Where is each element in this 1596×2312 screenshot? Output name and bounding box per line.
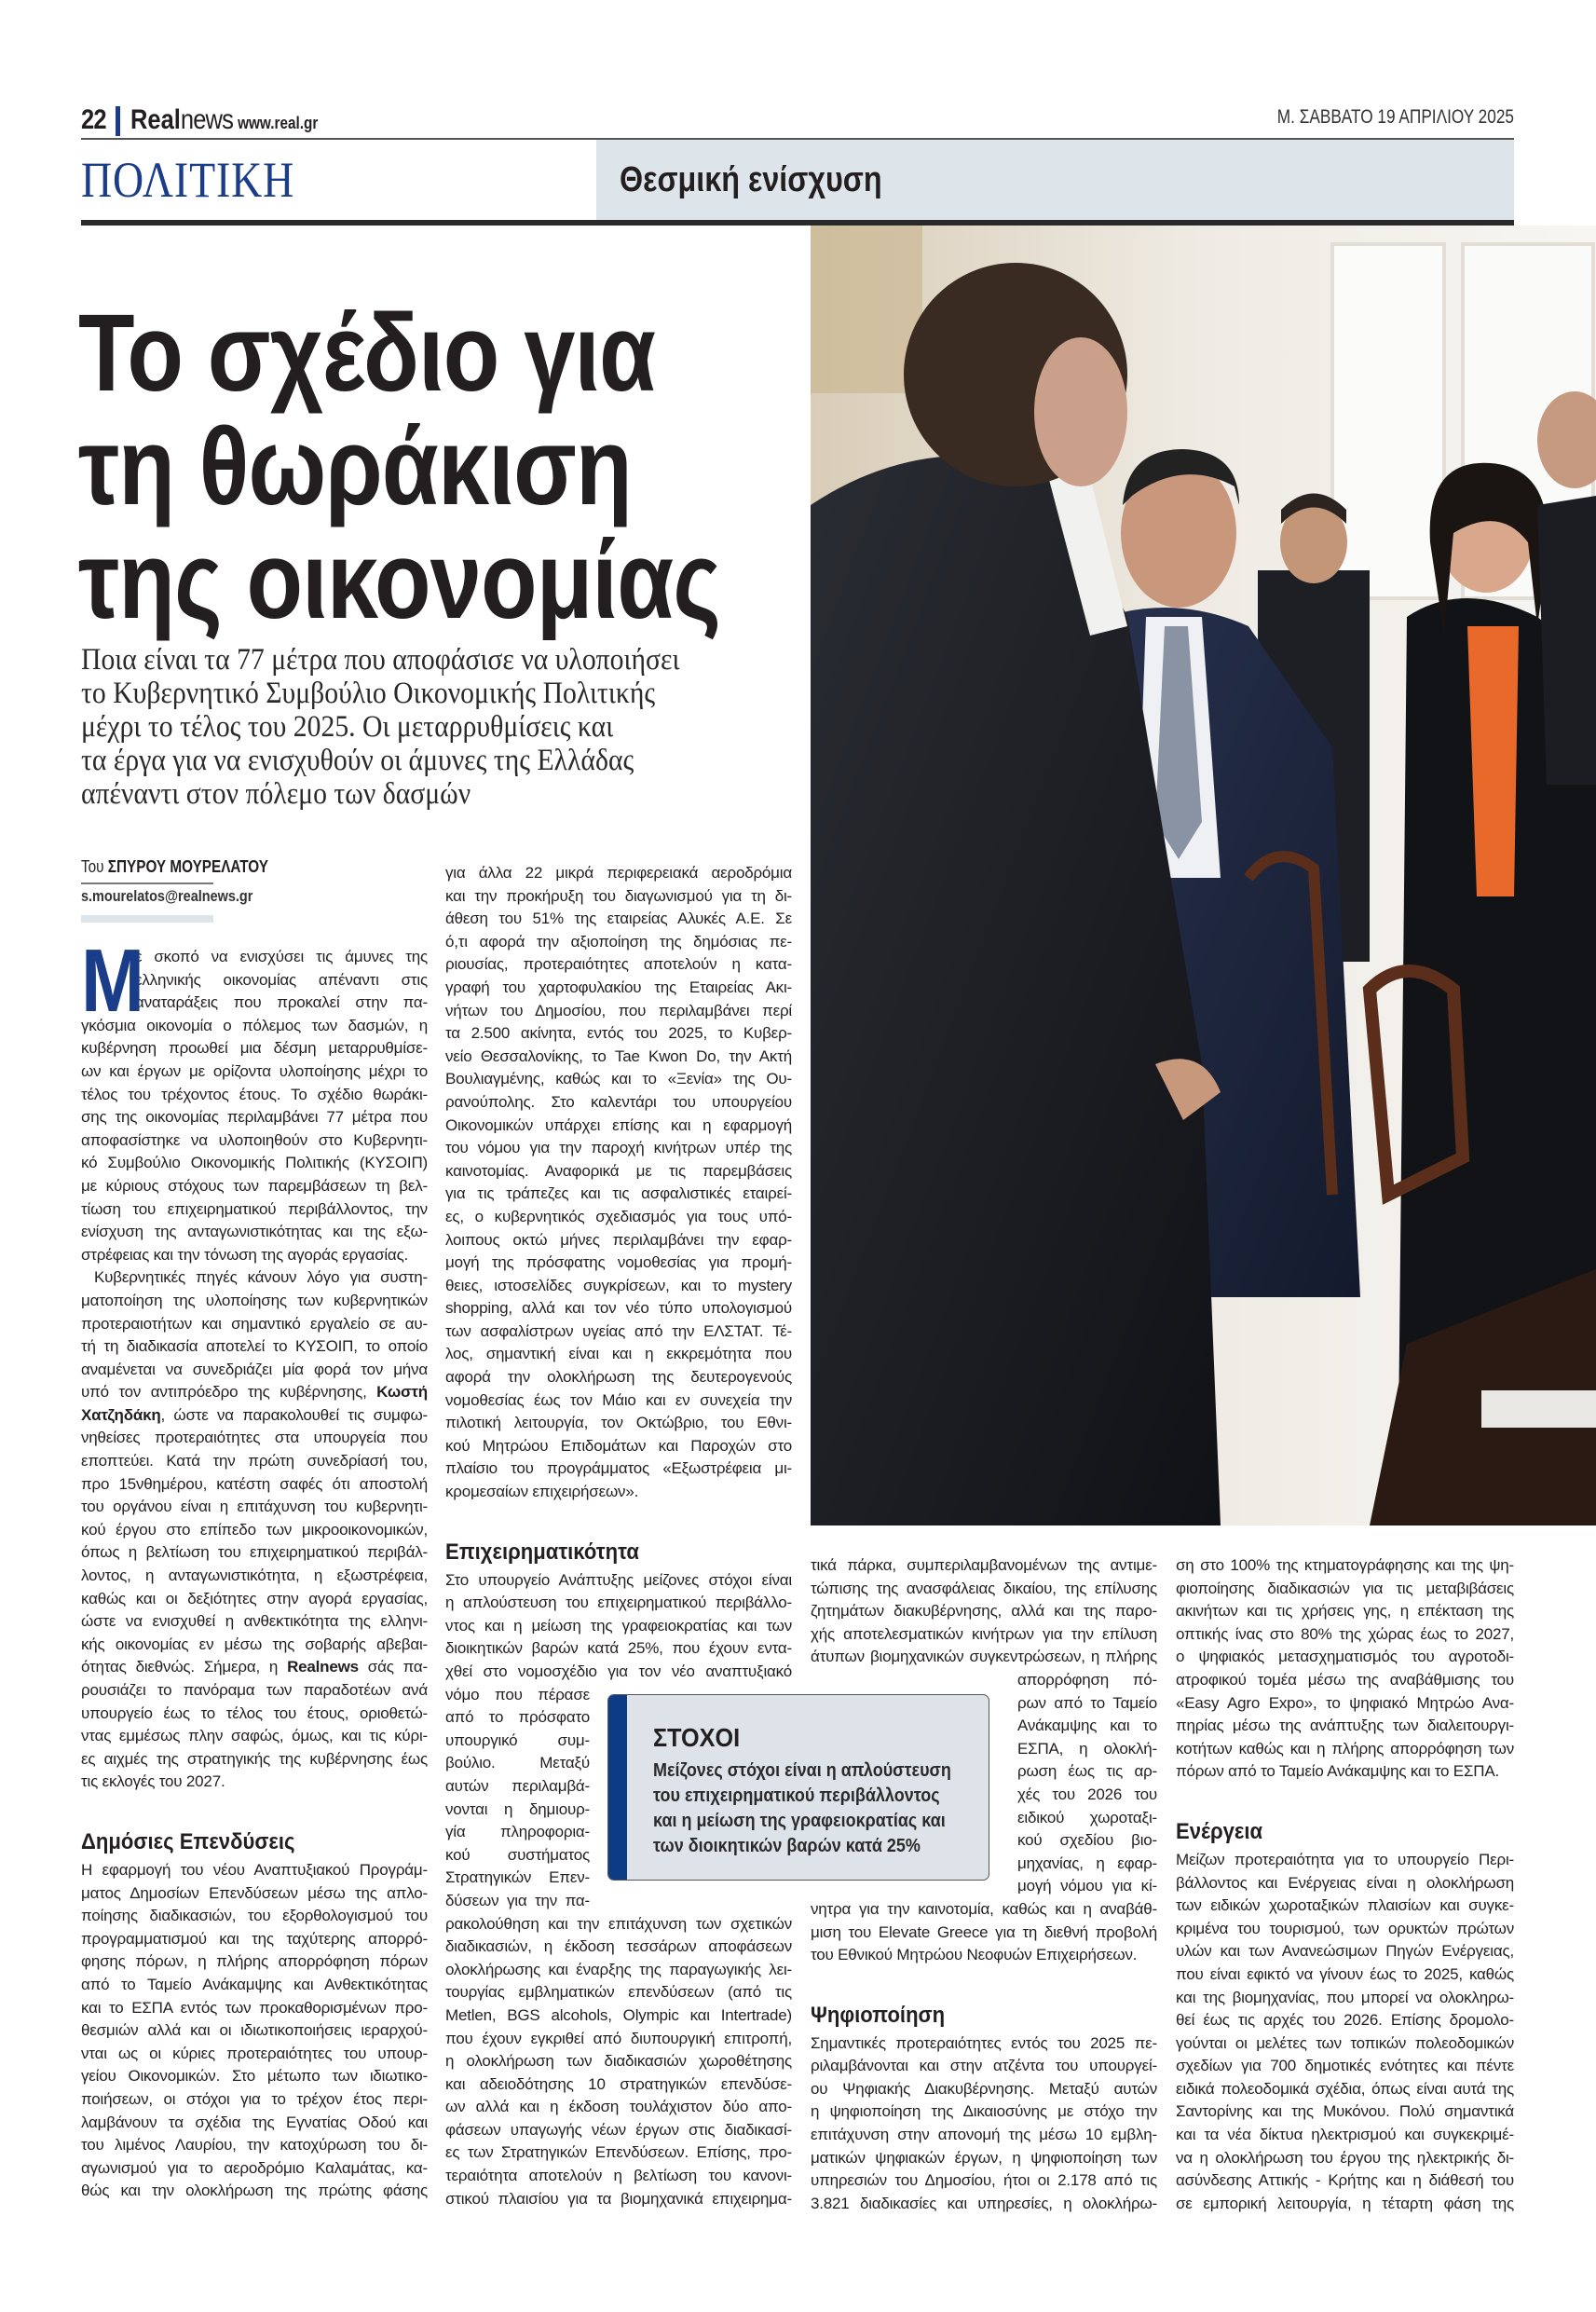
- text-line: θεσμιών αλλά και οι ιδιωτικοποιήσεις ιεραρχού-: [81, 2021, 428, 2040]
- text-line: Κυβερνητικές πηγές κάνουν λόγο για συστη-: [94, 1268, 428, 1287]
- text-line: πηρίας μέσω της ανάπτυξης των διαλειτουργι-: [1176, 1717, 1514, 1735]
- text-line: θειες, ιστοσελίδες συγκρίσεων, και το mystery: [445, 1276, 792, 1294]
- text-line: γκόσμια οικονομία ο πόλεμος των δασμών, η: [81, 1016, 428, 1034]
- text-line: κής οικονομίας εν μέσω της σοβαρής αβεβαι-: [81, 1635, 428, 1653]
- text-line: από το Ταμείο Ανάκαμψης και Ανθεκτικότητας: [81, 1975, 428, 1993]
- text-line: ες των Στρατηγικών Επενδύσεων. Επίσης, προ-: [445, 2143, 792, 2162]
- text-line: υπηρεσιών του Δημοσίου, ήτοι οι 2.178 από τις: [811, 2171, 1157, 2190]
- text-line: του λιμένος Λαυρίου, την κατοχύρωση του δι-: [81, 2136, 428, 2155]
- callout-line: και η μείωση της γραφειοκρατίας και: [653, 1811, 946, 1831]
- text-line: μογή νόμου για κί-: [1017, 1877, 1157, 1895]
- text-line: νείο Θεσσαλονίκης, το Tae Kwon Do, την Ακτή: [445, 1047, 792, 1065]
- text-line: αναμένεται να συνεδριάζει μία φορά τον μήνα: [81, 1360, 428, 1378]
- text-line: [81, 1381, 428, 1404]
- text-line: ασύνδεσης Αττικής - Κρήτης και η διάθεσή του: [1176, 2171, 1514, 2190]
- text-line: γείου Οικονομικών. Στο μέτωπο των ιδιωτικο-: [81, 2067, 428, 2086]
- paragraph: [81, 931, 428, 1266]
- subheading: Δημόσιες Επενδύσεις: [81, 1828, 295, 1854]
- text-line: ματικών ψηφιακών έργων, η ψηφιοποίηση των: [811, 2148, 1157, 2167]
- text-line: τεραιότητα αποτελούν η βελτίωση του κανονι-: [445, 2167, 792, 2185]
- text-line: καινοτομίας. Αναφορικά με τις παρεμβάσεις: [445, 1161, 792, 1180]
- text-line: και της βιομηχανίας, που μπορεί να ολοκληρω-: [1176, 1988, 1514, 2006]
- text-line: θεί έως τις αρχές του 2026. Επίσης δρομολο-: [1176, 2011, 1514, 2030]
- text-line: νηθείσες προτεραιότητες στα υπουργεία που: [81, 1429, 428, 1447]
- article-photo: [811, 226, 1596, 1525]
- text-line: που είναι εφικτό να γίνουν έως το 2025, καθώς: [1176, 1964, 1514, 1983]
- headline-line: τη θωράκιση: [78, 405, 632, 528]
- text-line: σης της οικονομίας περιλαμβάνει 77 μέτρα που: [81, 1108, 428, 1127]
- goals-callout-box: [607, 1694, 989, 1881]
- text-line: νήτων του Δημοσίου, που περιλαμβάνει περί: [445, 1001, 792, 1019]
- text-line: υπουργικό συμ-: [445, 1731, 590, 1749]
- text-line: ντος και η μείωση της γραφειοκρατίας και των: [445, 1616, 792, 1635]
- drop-cap: Μ: [81, 931, 144, 1031]
- text-line: μηχανίας, η εφαρ-: [1017, 1854, 1157, 1872]
- text-line: ποίησης διαδικασιών, του εξορθολογισμού του: [81, 1907, 428, 1925]
- byline-rule: [81, 882, 213, 884]
- text-line: κρομεσαίων επιχειρήσεων».: [445, 1483, 639, 1501]
- text-line: και τα νέα δίκτυα ηλεκτρισμού και συγκεκριμέ-: [1176, 2126, 1514, 2144]
- callout-accent-bar: [608, 1695, 627, 1880]
- text-line: ριλαμβάνονται και στην ατζέντα του υπουργεί-: [811, 2057, 1157, 2075]
- text-line: ακινήτων και τις χρήσεις γης, η επέκταση της: [1176, 1602, 1514, 1621]
- text-line: [81, 1404, 428, 1428]
- text-line: ελληνικής οικονομίας απέναντι στις: [135, 970, 428, 989]
- text-line: ων και έργων με ορίζοντα υλοποίησης μέχρι το: [81, 1061, 428, 1080]
- headline-line: της οικονομίας: [78, 519, 721, 642]
- text-line: νται ως οι κύριες προτεραιότητες του υπουρ-: [81, 2044, 428, 2062]
- text-line: ες, ο κυβερνητικός σχεδιασμός για τους υπό-: [445, 1207, 792, 1225]
- text-line: με κύριους στόχους των παρεμβάσεων τη βελ-: [81, 1176, 428, 1195]
- text-line: κού σχεδίου βιο-: [1017, 1831, 1157, 1850]
- text-line: ρακολούθηση και την επιτάχυνση των σχετικών: [445, 1914, 792, 1933]
- byline-prefix: Του: [81, 857, 104, 876]
- text-line: λοντος, η ανταγωνιστικότητα, η εξωστρέφεια,: [81, 1566, 428, 1585]
- text-line: Σημαντικές προτεραιότητες εντός του 2025 πε-: [811, 2033, 1157, 2052]
- text-line: και την προκήρυξη του διαγωνισμού για τη δι-: [445, 886, 792, 905]
- text-line: η απλούστευση του επιχειρηματικού περιβάλλο-: [445, 1594, 792, 1612]
- text-line: λαμβάνουν τα σχέδια της Εγνατίας Οδού και: [81, 2113, 428, 2131]
- text-line: από το πρόσφατο: [445, 1708, 590, 1727]
- text-line: των ασφαλίστρων υγείας από την ΕΛΣΤΑΤ. Τέ-: [445, 1321, 792, 1340]
- text-line: ρανούπολης. Στο καλεντάρι του υπουργείου: [445, 1092, 792, 1111]
- text-line: ειδικά πολεοδομικά σχέδια, όπως είναι αυτά της: [1176, 2079, 1514, 2098]
- text-line: ρωση έως τις αρ-: [1017, 1762, 1157, 1781]
- text-line: Οικονομικών υπάρχει επίσης και η εφαρμογή: [445, 1115, 792, 1134]
- text-line: ο ψηφιακός μετασχηματισμός του αγροτοδι-: [1176, 1648, 1514, 1666]
- text-line: του Εθνικού Μητρώου Νεοφυών Επιχειρήσεων.: [811, 1946, 1138, 1964]
- text-line: ώστε να ενισχυθεί η ανθεκτικότητα της ελληνι-: [81, 1612, 428, 1631]
- bold-name: Realnews: [287, 1658, 359, 1676]
- text-line: για άλλα 22 μικρά περιφερειακά αεροδρόμια: [445, 864, 792, 882]
- paragraph: [811, 2032, 1157, 2216]
- text-line: ειδικού χωροταξι-: [1017, 1808, 1157, 1826]
- subheading: Ψηφιοποίηση: [811, 2002, 946, 2028]
- text-line: ζητημάτων διακυβέρνησης, αλλά και της παρο-: [811, 1602, 1157, 1621]
- header-divider: [116, 106, 120, 136]
- text-line: μογή της πρόσφατης νομοθεσίας για προμή-: [445, 1253, 792, 1272]
- article-column-4: [1176, 1554, 1514, 2215]
- text-line: στρέφειας και την τόνωση της αγοράς εργασίας.: [81, 1245, 409, 1264]
- text-line: καθώς και οι δεξιότητες στην αγορά εργασίας,: [81, 1589, 428, 1607]
- text-line: βούλιο. Μεταξύ: [445, 1754, 590, 1772]
- text-line: κού Μητρώου Επιδομάτων και Παροχών στο: [445, 1436, 792, 1455]
- text-line: δύσεων για την πα-: [445, 1891, 590, 1909]
- subheadline: [81, 643, 769, 811]
- text-line: τα 2.500 ακίνητα, εντός του 2025, το Κυβερ-: [445, 1024, 792, 1043]
- text-segment: σάς πα-: [358, 1658, 428, 1676]
- brand-url: www.real.gr: [238, 114, 319, 132]
- text-line: γία πληροφορια-: [445, 1823, 590, 1841]
- text-line: θώς και την ολοκλήρωση της πρώτης φάσης: [81, 2182, 428, 2200]
- text-line: κό Συμβούλιο Οικονομικής Πολιτικής (ΚΥΣΟΙΠ): [81, 1154, 428, 1172]
- text-line: Σαντορίνης και της Μυκόνου. Πολύ σημαντικά: [1176, 2102, 1514, 2121]
- brand-logo: [130, 104, 318, 136]
- text-line: ου Ψηφιακής Διακυβέρνησης. Μεταξύ αυτών: [811, 2079, 1157, 2098]
- text-line: άτυπων βιομηχανικών συγκεντρώσεων, η πλήρης: [811, 1648, 1157, 1666]
- text-line: και αδειοδότησης 10 στρατηγικών επενδύσε-: [445, 2074, 792, 2093]
- text-line: μιση του Elevate Greece για τη διεθνή προβολή: [811, 1922, 1157, 1941]
- text-line: ες αιχμές της στρατηγικής της κυβέρνησης έως: [81, 1749, 428, 1768]
- text-segment: ότητας διεθνώς. Σήμερα, η: [81, 1658, 288, 1676]
- text-line: η ολοκλήρωση των διαδικασιών χωροθέτησης: [445, 2052, 792, 2071]
- byline-bar: [81, 915, 213, 923]
- text-line: χθεί στο νομοσχέδιο για τον νέο αναπτυξιακό: [445, 1662, 792, 1680]
- subheading: Ενέργεια: [1176, 1818, 1263, 1844]
- text-line: ων αλλά και η έκδοση τουλάχιστον δύο απο-: [445, 2098, 792, 2116]
- text-line: shopping, αλλά και τον νέο τύπο υπολογισμού: [445, 1299, 792, 1318]
- text-line: ρουσιάζει το πανόραμα των παραδοτέων ανά: [81, 1681, 428, 1699]
- paragraph: [1176, 1554, 1514, 1784]
- text-line: φησης πόρων, η πλήρης απορρόφηση πόρων: [81, 1952, 428, 1971]
- byline: [81, 857, 268, 877]
- paragraph: [445, 862, 792, 1504]
- text-line: τις εκλογές του 2027.: [81, 1772, 225, 1791]
- text-line: λος, σημαντική είναι και η εκκρεμότητα που: [445, 1345, 792, 1363]
- callout-line: των διοικητικών βαρών κατά 25%: [653, 1836, 921, 1856]
- text-line: επιτάχυνση στην απονομή της μέσω 10 εμβλη-: [811, 2126, 1157, 2144]
- section-title: ΠΟΛΙΤΙΚΗ: [81, 152, 295, 208]
- text-line: αναταράξεις που προκαλεί στην πα-: [135, 993, 428, 1012]
- text-line: χές του 2026 του: [1017, 1785, 1157, 1803]
- text-line: ριουσίας, προτεραιότητες αποτελούν η κατα-: [445, 955, 792, 974]
- meeting-photo-illustration: [811, 226, 1596, 1525]
- text-line: σε εμπορική λειτουργία, η τέταρτη φάση της: [1176, 2194, 1514, 2212]
- text-line: αυτών περιλαμβά-: [445, 1776, 590, 1795]
- paragraph: [445, 1569, 792, 2211]
- byline-author: ΣΠΥΡΟΥ ΜΟΥΡΕΛΑΤΟΥ: [107, 857, 268, 876]
- subheading: Επιχειρηματικότητα: [445, 1539, 639, 1565]
- text-line: τουργίας εμβληματικών επενδύσεων (από τις: [445, 1983, 792, 2002]
- brand-bold: Real: [130, 104, 181, 135]
- text-line: για τις τράπεζες και τις ασφαλιστικές εταιρεί-: [445, 1184, 792, 1203]
- kicker: Θεσμική ενίσχυση: [620, 160, 882, 199]
- text-line: κοτήτων καθώς και η πλήρης απορρόφηση των: [1176, 1739, 1514, 1758]
- text-line: ατροφικού τομέα μέσω της αναβάθμισης του: [1176, 1670, 1514, 1689]
- text-line: των ειδικών χωροταξικών πλαισίων και συγκε-: [1176, 1896, 1514, 1915]
- text-line: όπως η βελτίωση του επιχειρηματικού περιβάλ-: [81, 1543, 428, 1562]
- article-column-3: [811, 1554, 1157, 2215]
- text-line: του νόμου για την παροχή κινήτρων υπέρ της: [445, 1139, 792, 1157]
- text-line: προ 15νθημέρου, κατέστη σαφές ότι αποστολή: [81, 1474, 428, 1493]
- article-column-1: [81, 931, 428, 2203]
- paragraph: [1176, 1849, 1514, 2216]
- text-line: άθεση του 51% της εταιρείας Αλυκές Α.Ε. Σε: [445, 910, 792, 928]
- text-line: «Easy Agro Expo», το ψηφιακό Μητρώο Ανα-: [1176, 1693, 1514, 1712]
- text-line: κού έργου στο επίπεδο των μικροοικονομικών,: [81, 1520, 428, 1539]
- text-line: υλών και των Ανανεώσιμων Πηγών Ενέργειας,: [1176, 1942, 1514, 1961]
- subhead-line: Ποια είναι τα 77 μέτρα που αποφάσισε να υλοποιήσει: [81, 643, 680, 677]
- text-line: λοιπους οκτώ μήνες περιλαμβάνει την εφαρ-: [445, 1230, 792, 1249]
- text-line: κυβέρνηση προωθεί μια δέσμη μεταρρυθμίσε-: [81, 1039, 428, 1058]
- text-line: απορρόφηση πό-: [1017, 1670, 1157, 1689]
- text-line: νομοθεσίας έως τον Μάιο και εν συνεχεία την: [445, 1390, 792, 1409]
- text-line: τώπισης της ανασφάλειας δικαίου, της επίλυσης: [811, 1579, 1157, 1597]
- callout-text: [653, 1758, 955, 1859]
- text-line: νονται η δημιουρ-: [445, 1799, 590, 1818]
- text-line: Metlen, BGS alcohols, Olympic και Intertrade): [445, 2005, 792, 2024]
- paragraph: [81, 1859, 428, 2203]
- page-number: 22: [81, 104, 106, 135]
- text-line: κριμένα του τουρισμού, των ορυκτών πρώτων: [1176, 1919, 1514, 1937]
- text-line: ενίσχυση της ανταγωνιστικότητας και της εξω-: [81, 1223, 428, 1241]
- text-line: οπτικής ίνας στο 80% της χώρας έως το 2027,: [1176, 1624, 1514, 1643]
- brand-light: news: [180, 104, 234, 135]
- text-line: αφορά την ολοκλήρωση της δευτερογενούς: [445, 1368, 792, 1387]
- text-line: ματος Δημοσίων Επενδύσεων μέσω της απλο-: [81, 1883, 428, 1902]
- text-line: Στρατηγικών Επεν-: [445, 1868, 590, 1887]
- text-line: εποπτεύει. Κατά την πρώτη συνεδρίασή του,: [81, 1452, 428, 1471]
- text-line: βάλλοντος και Ενέργειας είναι η ολοκλήρωση: [1176, 1873, 1514, 1892]
- text-line: Στο υπουργείο Ανάπτυξης μείζονες στόχοι είναι: [445, 1570, 792, 1589]
- text-line: να η ολοκλήρωση του έργου της ηλεκτρικής δι-: [1176, 2148, 1514, 2167]
- text-line: τή τη διαδικασία αποτελεί το ΚΥΣΟΙΠ, το οποίο: [81, 1337, 428, 1356]
- text-line: αγωνισμού για το αεροδρόμιο Καλαμάτας, κα-: [81, 2158, 428, 2177]
- text-line: ση στο 100% της κτηματογράφησης και της ψη-: [1176, 1556, 1514, 1574]
- text-line: [81, 1656, 428, 1679]
- text-line: διαδικασιών, η έκδοση τεσσάρων αποφάσεων: [445, 1937, 792, 1956]
- callout-line: του επιχειρηματικού περιβάλλοντος: [653, 1785, 940, 1806]
- text-line: του οργάνου είναι η επιτάχυνση του κυβερνητι-: [81, 1498, 428, 1516]
- text-line: προτεραιοτήτων και σημαντικό εργαλείο σε αυ-: [81, 1314, 428, 1333]
- text-line: 3.821 διαδικασίες και υπηρεσίες, η ολοκλήρω-: [811, 2194, 1157, 2212]
- text-line: φάσεων υπαγωγής νέων έργων στις διαδικασί-: [445, 2120, 792, 2139]
- article-column-2: [445, 862, 792, 2210]
- text-line: ΕΣΠΑ, η ολοκλή-: [1017, 1739, 1157, 1758]
- text-line: που έχουν εγκριθεί από διυπουργική επιτροπή,: [445, 2029, 792, 2047]
- text-line: νητρα για την καινοτομία, καθώς και η αναβάθ-: [811, 1899, 1157, 1918]
- subhead-line: μέχρι το τέλος του 2025. Οι μεταρρυθμίσεις και: [81, 710, 614, 744]
- text-line: φιοποίησης διαδικασιών για τις μεταβιβάσεις: [1176, 1579, 1514, 1597]
- text-line: στικού πλαισίου για τα βιομηχανικά επιχειρημα-: [445, 2189, 792, 2208]
- subhead-line: τα έργα για να ενισχυθούν οι άμυνες της Ελλάδας: [81, 744, 634, 777]
- text-line: Η εφαρμογή του νέου Αναπτυξιακού Προγράμ-: [81, 1860, 428, 1879]
- subhead-line: απέναντι στον πόλεμο των δασμών: [81, 777, 471, 811]
- text-line: ματοποίηση της υλοποίησης των κυβερνητικών: [81, 1291, 428, 1309]
- text-line: γραφή του χαρτοφυλακίου της Εταιρείας Ακι-: [445, 978, 792, 996]
- text-line: Βουλιαγμένης, καθώς και το «Ξενία» της Ου-: [445, 1070, 792, 1088]
- issue-date: Μ. ΣΑΒΒΑΤΟ 19 ΑΠΡΙΛΙΟΥ 2025: [1276, 106, 1514, 128]
- text-line: διοικητικών βαρών κατά 25%, που έχουν εντα-: [445, 1639, 792, 1658]
- text-line: ποιήσεων, οι στόχοι για το τρέχον έτος περι-: [81, 2089, 428, 2108]
- text-segment: , ώστε να παρακολουθεί τις συμφω-: [160, 1405, 428, 1424]
- author-email[interactable]: s.mourelatos@realnews.gr: [81, 887, 253, 905]
- paragraph: [81, 1266, 428, 1794]
- callout-title: ΣΤΟΧΟΙ: [653, 1723, 741, 1752]
- text-line: σχεδίων για 700 δημοτικές ενότητες και πέντε: [1176, 2057, 1514, 2075]
- text-line: πιλοτική λειτουργία, τον Οκτώβριο, του Εθνι-: [445, 1414, 792, 1432]
- text-line: Ανάκαμψης και το: [1017, 1717, 1157, 1735]
- headline-line: Το σχέδιο για: [78, 292, 656, 415]
- text-line: η ψηφιοποίηση της Δικαιοσύνης με στόχο την: [811, 2102, 1157, 2121]
- text-line: και το ΕΣΠΑ εντός των προκαθορισμένων προ-: [81, 1998, 428, 2017]
- text-line: τέλος του τρέχοντος έτους. Το σχέδιο θωράκι-: [81, 1085, 428, 1103]
- text-segment: υπό τον αντιπρόεδρο της κυβέρνησης,: [81, 1383, 377, 1402]
- callout-line: Μείζονες στόχοι είναι η απλούστευση: [653, 1760, 951, 1781]
- text-line: ρων από το Ταμείο: [1017, 1693, 1157, 1712]
- bold-name: Κωστή: [376, 1383, 428, 1402]
- text-line: προγραμματισμού και της ταχύτερης απορρό-: [81, 1929, 428, 1948]
- text-line: πόρων από το Ταμείο Ανάκαμψης και το ΕΣΠΑ.: [1176, 1762, 1499, 1781]
- bold-name: Χατζηδάκη: [81, 1405, 161, 1424]
- headline: [78, 292, 721, 642]
- text-line: νόμο που πέρασε: [445, 1685, 590, 1703]
- text-line: Μείζων προτεραιότητα για το υπουργείο Περι-: [1176, 1850, 1514, 1868]
- text-line: ε σκοπό να ενισχύσει τις άμυνες της: [135, 948, 428, 965]
- text-line: πλαίσιο του προγράμματος «Εξωστρέφεια μι-: [445, 1459, 792, 1478]
- text-line: ντας εμμέσως πλην σαφώς, όμως, και τις κύρι-: [81, 1727, 428, 1745]
- text-line: γούνται οι μελέτες των τοπικών πολεοδομικών: [1176, 2033, 1514, 2052]
- subhead-line: το Κυβερνητικό Συμβούλιο Οικονομικής Πολιτικής: [81, 677, 656, 710]
- text-line: τικά πάρκα, συμπεριλαμβανομένων της αντιμε-: [811, 1556, 1157, 1574]
- text-line: τίωση του επιχειρηματικού περιβάλλοντος, την: [81, 1199, 428, 1218]
- text-line: υπουργείο έως το τέλος του έτους, οριοθετώ-: [81, 1703, 428, 1722]
- text-line: αποφασίστηκε να υλοποιηθούν στο Κυβερνητι-: [81, 1130, 428, 1149]
- text-line: χής αποτελεσματικών κινήτρων για την επίλυση: [811, 1624, 1157, 1643]
- text-line: ολοκλήρωσης και έναρξης της παραγωγικής λει-: [445, 1960, 792, 1978]
- text-line: κού συστήματος: [445, 1845, 590, 1864]
- text-line: ό,τι αφορά την αξιοποίηση της δημόσιας πε-: [445, 932, 792, 951]
